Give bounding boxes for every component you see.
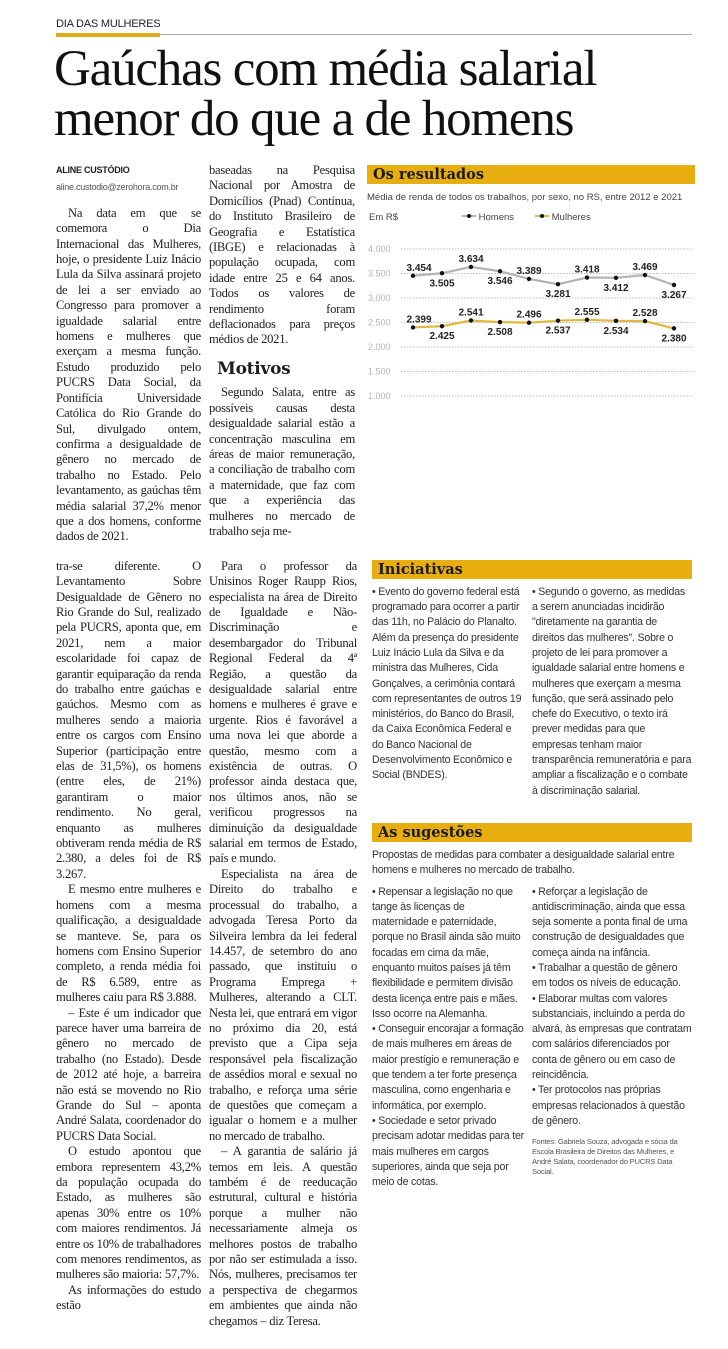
data-label: 2.541 [458,307,484,319]
paragraphs [209,559,357,1329]
author-name: ALINE CUSTÓDIO [56,165,130,175]
paragraphs [56,882,201,1313]
paragraph: As informações do estudo estão [56,1282,201,1313]
data-point [411,325,415,329]
data-point [672,326,676,330]
legend-homens-label: Homens [478,212,515,223]
legend-mulheres-marker-icon [535,212,549,220]
paragraph-continued: tra-se diferente. O Levantamento Sobre Desigualdade de Gênero no Rio Grande do Sul, realizado pela PUCRS, aponta que, em 2021, nem a maior escolaridade foi capaz de garantir equiparação da renda do trabalho entre gaúchas e gaúchos. Mesmo com as mulheres sendo a maioria entre os cargos com Ensino Superior (participação entre elas de 31,5%), os homens (entre eles, de 21%) garantiram o maior rendimento. No geral, enquanto as mulheres obtiveram renda média de R$ 2.380, a deles foi de R$ 3.267. [56,558,201,881]
y-tick-label: 1.500 [368,366,391,377]
data-label: 3.389 [516,265,542,277]
top-section [56,163,728,545]
data-point [643,319,647,323]
subheading-motivos: Motivos [217,358,291,379]
y-tick-label: 2.000 [368,342,391,352]
article-column-2-bottom [209,559,357,1329]
data-label: 2.528 [632,308,658,320]
article-column-1-bottom [56,559,201,1314]
paragraph: E mesmo entre mulheres e homens com a mesma qualificação, a desigualdade se manteve. Se, para os homens com Ensino Superior completo, a renda média foi de R$ 6.589, entre as mulheres caiu para R$ 3.888. [56,882,201,1005]
headline: Gaúchas com média salarial menor do que a de homens [54,41,597,147]
data-label: 3.418 [574,264,600,276]
paragraph: • Conseguir encorajar a formação de mais mulheres em áreas de maior prestígio e remuneração e que tendem a ter forte presença masculina, como engenharia e informática, por exemplo. [372,1023,524,1112]
paragraph: Para o professor da Unisinos Roger Raupp Rios, especialista na área de Direito de Igualdade e Não-Discriminação e desembargador do Tribunal Regional Federal da 4ª Região, a questão da desigualdade salarial entre homens e mulheres é grave e urgente. Rios é favorável a uma nova lei que aborde a questão, mesmo com a existência de outras. O professor ainda destaca que, nos últimos anos, não se verificou progressos na diminuição da desigualdade salarial em termos de Estado, país e mundo. [209,558,357,866]
data-label: 2.537 [545,325,571,337]
y-tick-label: 3.500 [368,268,391,279]
data-label: 3.505 [429,278,455,290]
data-label: 3.469 [632,262,658,274]
author-email[interactable]: aline.custodio@zerohora.com.br [56,182,179,193]
data-point [469,265,473,269]
sugestoes-intro: Propostas de medidas para combater a desigualdade salarial entre homens e mulheres no mercado de trabalho. [372,848,675,877]
sources-note: Fontes: Gabriela Souza, advogada e sócia da Escola Brasileira de Direitos das Mulheres, e André Salata, coordenador do PUCRS Data Social. [532,1137,678,1177]
iniciativas-col-1 [372,585,524,799]
sugestoes-box [372,823,692,1191]
iniciativas-heading: Iniciativas [372,560,692,579]
data-point [585,275,589,279]
paragraph: Segundo Salata, entre as possíveis causas desta desigualdade salarial estão a concentração masculina em áreas de maior remuneração, a conciliação de trabalho com a maternidade, que faz com que a experiência das mulheres no mercado de trabalho seja me- [209,385,355,538]
data-label: 3.634 [458,253,484,265]
data-point [498,320,502,324]
legend-homens-marker-icon [462,212,476,220]
legend-homens [462,212,514,223]
y-tick-label: 3.000 [368,293,391,303]
data-point [469,318,473,322]
sidebar-boxes [372,560,692,1191]
legend-mulheres-label: Mulheres [551,212,591,223]
y-tick-label: 4.000 [368,244,391,254]
paragraph: • Ter protocolos nas próprias empresas relacionados à questão de gênero. [532,1084,685,1127]
paragraph: Na data em que se comemora o Dia Internacional das Mulheres, hoje, o presidente Luiz Inácio Lula da Silva assinará projeto de lei a ser enviado ao Congresso para promover a igualdade salarial entre homens e mulheres que exerçam a mesma função. Estudo produzido pelo PUCRS Data Social, da Pontifícia Universidade Católica do Rio Grande do Sul, divulgado ontem, confirma a desigualdade de gênero no mercado de trabalho no Estado. Pelo levantamento, as gaúchas têm média salarial 37,2% menor que a dos homens, conforme dados de 2021. [56,205,201,544]
iniciativas-col-2 [532,585,692,799]
data-label: 2.380 [661,333,687,345]
y-tick-label: 2.500 [368,317,391,328]
data-label: 3.454 [406,262,432,274]
paragraph: – A garantia de salário já temos em leis. A questão também é de reeducação estrutural, cultural e história porque a mulher não necessariamente almeja os melhores postos de trabalho por não ser estimulada a isso. Nós, mulheres, precisamos ter a perspectiva de chegarmos em ambientes que ainda não chegamos – diz Teresa. [209,1144,357,1328]
iniciativas-box [372,560,692,799]
data-label: 3.546 [487,276,513,288]
data-label: 3.281 [545,289,571,301]
paragraph: O estudo apontou que embora representem 43,2% da população ocupada do Estado, as mulheres são apenas 30% entre os 10% com maiores rendimentos. Já entre os 10% de trabalhadores com menores rendimentos, as mulheres são maioria: 57,7%. [56,1144,201,1282]
chart-heading: Os resultados [367,165,695,184]
data-point [527,277,531,281]
paragraph: • Evento do governo federal está programado para ocorrer a partir das 11h, no Palácio do Planalto. Além da presença do presidente Luiz Inácio Lula da Silva e da ministra das Mulheres, Cida Gonçalves, a cerimônia contará com representantes de outros 19 ministérios, do Banco do Brasil, da Caixa Econômica Federal e do Banco Nacional de Desenvolvimento Econômico e Social (BNDES). [372,585,522,782]
chart-subtitle: Média de renda de todos os trabalhos, por sexo, no RS, entre 2012 e 2021 [367,192,683,203]
data-point [440,271,444,275]
article-column-1-top [56,163,201,545]
legend-mulheres [535,212,591,223]
data-point [527,320,531,324]
article-column-2-top [209,163,355,539]
sugestoes-col-1 [372,885,524,1191]
data-point [614,319,618,323]
data-point [498,269,502,273]
bottom-section [56,559,728,1329]
sugestoes-heading: As sugestões [372,823,692,842]
sugestoes-col-2 [532,885,692,1130]
data-label: 2.399 [406,314,432,326]
data-point [440,324,444,328]
data-point [672,283,676,287]
data-label: 2.508 [487,327,513,339]
paragraph: • Elaborar multas com valores substanciais, incluindo a perda do alvará, às empresas que contratam com salários diferenciados por conta de gênero ou em caso de reincidência. [532,992,692,1082]
data-label: 3.412 [603,282,629,294]
data-label: 2.496 [516,309,542,321]
paragraph: • Segundo o governo, as medidas a serem anunciadas incidirão "diretamente na garantia de direitos das mulheres". Sobre o projeto de lei para promover a igualdade salarial entre homens e mulheres que exerçam a mesma função, que será assinado pelo chefe do Executivo, o texto irá prever medidas para que empresas tenham maior transparência remuneratória e para ampliar a fiscalização e o combate à discriminação salarial. [532,585,692,797]
paragraph: • Repensar a legislação no que tange às licenças de maternidade e paternidade, porque no Brasil ainda são muito focadas em cima da mãe, enquanto muitos países já têm flexibilidade e permitem divisão desta licença entre pais e mães. Isso ocorre na Alemanha. [372,885,521,1020]
paragraphs [56,206,201,545]
paragraph: • Sociedade e setor privado precisam adotar medidas para ter mais mulheres em cargos superiores, ainda que seja por meio de cotas. [372,1114,524,1189]
data-point [556,282,560,286]
data-point [643,273,647,277]
results-chart-box [367,165,695,413]
data-label: 2.425 [429,331,455,343]
y-tick-label: 1.000 [368,391,391,401]
data-point [556,318,560,322]
data-point [411,274,415,278]
series-line-mulheres [413,320,674,329]
paragraph-continued: baseadas na Pesquisa Nacional por Amostra de Domicílios (Pnad) Contínua, do Instituto Brasileiro de Geografia e Estatística (IBGE) e relacionadas à população ocupada, com idade entre 25 e 64 anos. Todos os valores de rendimento foram deflacionados para preços médios de 2021. [209,163,355,347]
data-label: 3.267 [661,289,687,301]
section-kicker: DIA DAS MULHERES [56,18,160,37]
chart-unit: Em R$ [369,212,399,223]
paragraph: • Trabalhar a questão de gênero em todos os níveis de educação. [532,961,681,990]
paragraph: – Este é um indicador que parece haver uma barreira de gênero no mercado de trabalho (no Estado). Desde de 2012 até hoje, a barreira não está se movendo no Rio Grande do Sul – aponta André Salata, coordenador do PUCRS Data Social. [56,1005,201,1143]
data-label: 2.534 [603,325,629,337]
data-point [614,276,618,280]
paragraph: • Reforçar a legislação de antidiscriminação, ainda que essa seja somente a ponta final de uma construção de desigualdades que começa ainda na infância. [532,885,688,959]
paragraphs [209,385,355,539]
data-label: 2.555 [574,306,600,318]
data-point [585,318,589,322]
paragraph: Especialista na área de Direito do trabalho e processual do trabalho, a advogada Teresa Porto da Silveira lembra da lei federal 14.457, de setembro do ano passado, que instituiu o Programa Emprega + Mulheres, alterando a CLT. Nesta lei, que entrará em vigor no próximo dia 20, está previsto que a Cipa seja responsável pela fiscalização de assédios moral e sexual no trabalho, e reforça uma série de questões que começam a igualar o homem e a mulher no mercado de trabalho. [209,866,357,1143]
line-chart [367,239,695,409]
